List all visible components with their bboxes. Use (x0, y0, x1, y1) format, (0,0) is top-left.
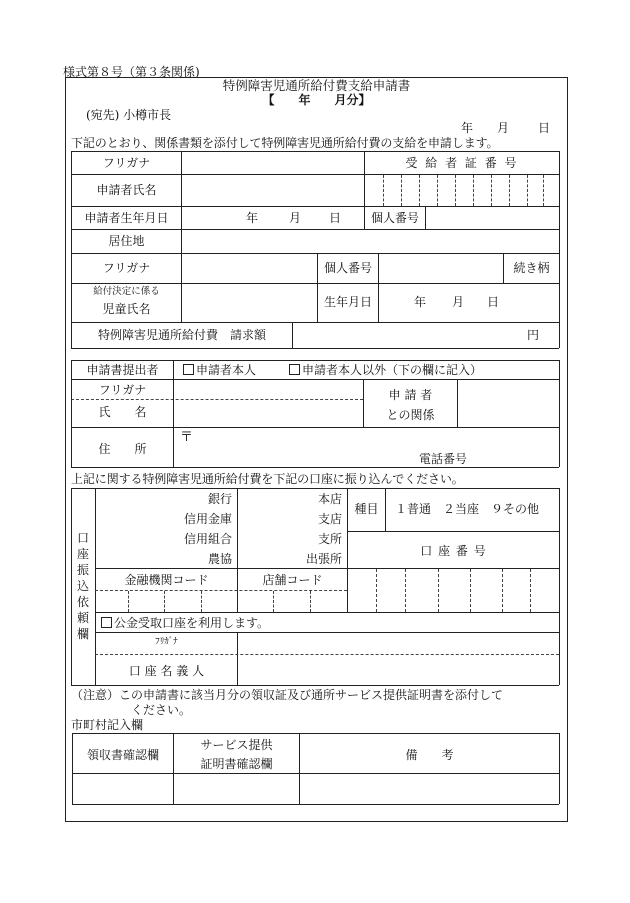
child-personal-no-label: 個人番号 (323, 261, 372, 275)
branch-type-2: 支店 (317, 512, 342, 526)
child-dob-month: 月 (452, 295, 465, 309)
branch-code-label: 店舗コード (262, 573, 323, 587)
note-line-1: （注意）この申請書に該当月分の領収証及び通所サービス提供証明書を添付して (71, 688, 504, 702)
child-dob-year: 年 (414, 295, 427, 309)
city-section-label: 市町村記入欄 (71, 718, 144, 732)
bank-side-label: 口座振込依頼欄 (76, 531, 89, 641)
bank-code-label: 金融機関コード (124, 573, 209, 587)
submitter-option-other-label: 申請者本人以外（下の欄に記入） (302, 363, 483, 377)
child-furigana-label: フリガナ (102, 261, 151, 275)
claim-amount-unit: 円 (527, 328, 540, 342)
account-kind-label: 種目 (354, 502, 379, 516)
checkbox[interactable] (289, 364, 300, 375)
submitter-relation-label-top: 申 請 者 (388, 388, 433, 402)
public-account-option[interactable] (101, 617, 269, 629)
submitter-option-self[interactable] (183, 364, 256, 376)
submitter-relation-label: との関係 (386, 408, 435, 422)
submitter-address-label: 住 所 (98, 442, 147, 456)
submitter-label: 申請書提出者 (86, 363, 159, 377)
applicant-dob-year: 年 (246, 211, 259, 225)
receipt-check-label: 領収書確認欄 (86, 748, 159, 762)
child-dob-label: 生年月日 (323, 295, 372, 309)
bank-type-3: 信用組合 (183, 532, 232, 546)
form-title: 特例障害児通所給付費支給申請書 (222, 78, 411, 93)
account-holder-label: 口 座 名 義 人 (128, 664, 205, 678)
remarks-label: 備 考 (405, 748, 454, 762)
applicant-dob-day: 日 (329, 211, 342, 225)
holder-furigana-label: ﾌﾘｶﾞﾅ (155, 637, 178, 647)
relationship-label: 続き柄 (513, 261, 550, 275)
form-number: 様式第８号（第３条関係) (63, 65, 200, 79)
checkbox[interactable] (183, 364, 194, 375)
submitter-option-self-label: 申請者本人 (196, 363, 257, 377)
public-account-label: 公金受取口座を利用します。 (114, 616, 270, 630)
residence-label: 居住地 (108, 234, 145, 248)
date-year-label: 年 (461, 121, 474, 135)
branch-type-1: 本店 (317, 492, 342, 506)
account-kind-options: １普通 ２当座 ９その他 (395, 502, 540, 516)
claim-amount-label: 特例障害児通所給付費 請求額 (97, 328, 266, 342)
applicant-furigana-label: フリガナ (102, 156, 151, 170)
date-month-label: 月 (497, 121, 510, 135)
bank-type-2: 信用金庫 (183, 512, 232, 526)
cert-number-label: 受 給 者 証 番 号 (405, 156, 519, 170)
submitter-option-other[interactable] (289, 364, 482, 376)
postal-mark: 〒 (180, 430, 194, 445)
submitter-name-label: 氏 名 (98, 405, 147, 419)
account-number-label: 口 座 番 号 (420, 544, 487, 558)
child-name-label: 児童氏名 (102, 302, 151, 316)
branch-type-3: 支所 (317, 532, 342, 546)
applicant-name-label: 申請者氏名 (96, 183, 157, 197)
child-dob-day: 日 (487, 295, 500, 309)
applicant-dob-month: 月 (289, 211, 302, 225)
bank-type-1: 銀行 (207, 492, 232, 506)
period-label: 【 年 月分】 (262, 93, 371, 107)
addressee: (宛先) 小樽市長 (86, 108, 172, 122)
submitter-furigana-label: フリガナ (98, 383, 147, 397)
date-day-label: 日 (538, 121, 551, 135)
note-line-2: ください。 (131, 703, 192, 717)
service-check-label: 証明書確認欄 (200, 757, 273, 771)
child-name-label-top: 給付決定に係る (93, 286, 160, 297)
intro-text: 下記のとおり、関係書類を添付して特例障害児通所給付費の支給を申請します。 (71, 136, 499, 150)
applicant-dob-label: 申請者生年月日 (84, 211, 169, 225)
applicant-personal-no-label: 個人番号 (370, 211, 419, 225)
phone-label: 電話番号 (419, 452, 468, 466)
transfer-text: 上記に関する特例障害児通所給付費を下記の口座に振り込んでください。 (71, 472, 464, 486)
bank-type-4: 農協 (207, 552, 232, 566)
checkbox[interactable] (101, 617, 112, 628)
branch-type-4: 出張所 (305, 552, 342, 566)
service-check-label-top: サービス提供 (200, 738, 273, 752)
